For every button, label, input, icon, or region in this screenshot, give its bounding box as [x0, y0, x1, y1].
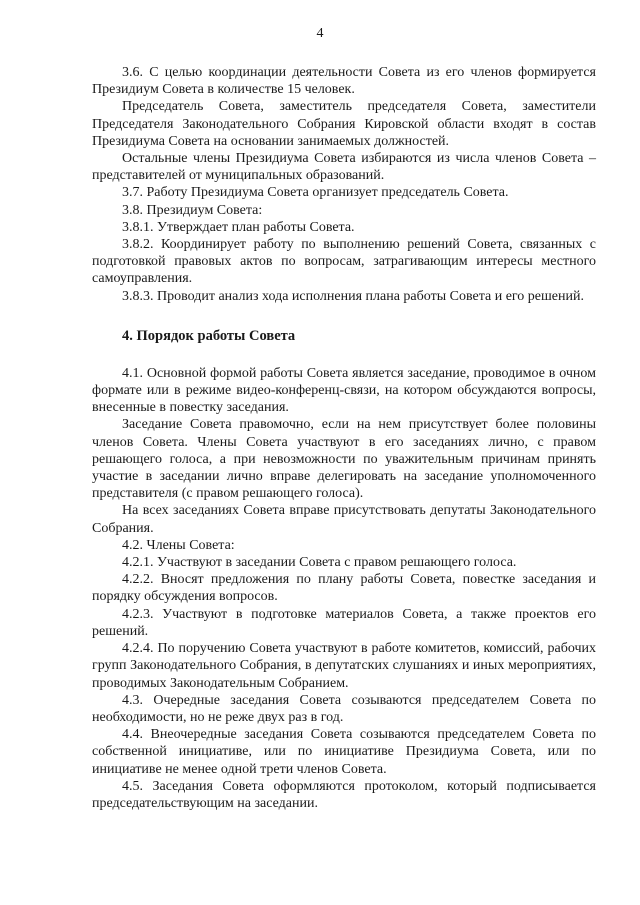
- paragraph-3-8-1: 3.8.1. Утверждает план работы Совета.: [122, 219, 355, 235]
- paragraph-4-3: 4.3. Очередные заседания Совета созываются председателем Совета по необходимости, но не реже двух раз в год.: [92, 692, 596, 725]
- paragraph-4-2: 4.2. Члены Совета:: [122, 537, 235, 553]
- paragraph-4-4: 4.4. Внеочередные заседания Совета созываются председателем Совета по собственной инициативе, или по инициативе Президиума Совета, или по инициативе не менее одной трети членов Совета.: [92, 727, 596, 777]
- paragraph-3-8-2: 3.8.2. Координирует работу по выполнению решений Совета, связанных с подготовкой правовых актов по вопросам, затрагивающим интересы местного самоуправления.: [92, 237, 596, 287]
- paragraph-4-1: 4.1. Основной формой работы Совета является заседание, проводимое в очном формате или в режиме видео-конференц-связи, на котором обсуждаются вопросы, внесенные в повестку заседания.: [92, 365, 596, 416]
- page-number: 4: [316, 26, 324, 41]
- paragraph-4-5: 4.5. Заседания Совета оформляются протоколом, который подписывается председательствующим на заседании.: [92, 778, 596, 811]
- paragraph-3-8: 3.8. Президиум Совета:: [122, 202, 263, 218]
- paragraph-presidium-election: Остальные члены Президиума Совета избираются из числа членов Совета – представителей от муниципальных образований.: [92, 151, 596, 184]
- paragraph-deputies-attendance: На всех заседаниях Совета вправе присутствовать депутаты Законодательного Собрания.: [92, 503, 596, 536]
- section-4-heading: 4. Порядок работы Совета: [122, 327, 296, 344]
- document-body: [92, 64, 596, 812]
- paragraph-presidium-composition: Председатель Совета, заместитель председателя Совета, заместители Председателя Законодательного Собрания Кировской области входят в состав Президиума Совета на основании занимаемых должностей.: [92, 99, 596, 149]
- section-4: [92, 365, 596, 812]
- paragraph-3-6: 3.6. С целью координации деятельности Совета из его членов формируется Президиум Совета в количестве 15 человек.: [92, 65, 596, 98]
- paragraph-3-7: 3.7. Работу Президиума Совета организует председатель Совета.: [122, 185, 509, 201]
- paragraph-4-2-2: 4.2.2. Вносят предложения по плану работы Совета, повестке заседания и порядку обсуждения вопросов.: [92, 572, 596, 605]
- paragraph-4-2-3: 4.2.3. Участвуют в подготовке материалов Совета, а также проектов его решений.: [92, 606, 596, 639]
- paragraph-quorum: Заседание Совета правомочно, если на нем присутствует более половины членов Совета. Члены Совета участвуют в его заседаниях лично, с правом решающего голоса, а при невозможности по уважительным причинам принять участие в заседании лично вправе делегировать на заседание уполномоченного представителя (с правом решающего голоса).: [92, 417, 596, 502]
- paragraph-4-2-4: 4.2.4. По поручению Совета участвуют в работе комитетов, комиссий, рабочих групп Законодательного Собрания, в депутатских слушаниях и иных мероприятиях, проводимых Законодательным Собранием.: [92, 641, 596, 691]
- paragraph-4-2-1: 4.2.1. Участвуют в заседании Совета с правом решающего голоса.: [122, 555, 517, 571]
- section-3-continuation: [92, 64, 596, 305]
- paragraph-3-8-3: 3.8.3. Проводит анализ хода исполнения плана работы Совета и его решений.: [122, 288, 584, 304]
